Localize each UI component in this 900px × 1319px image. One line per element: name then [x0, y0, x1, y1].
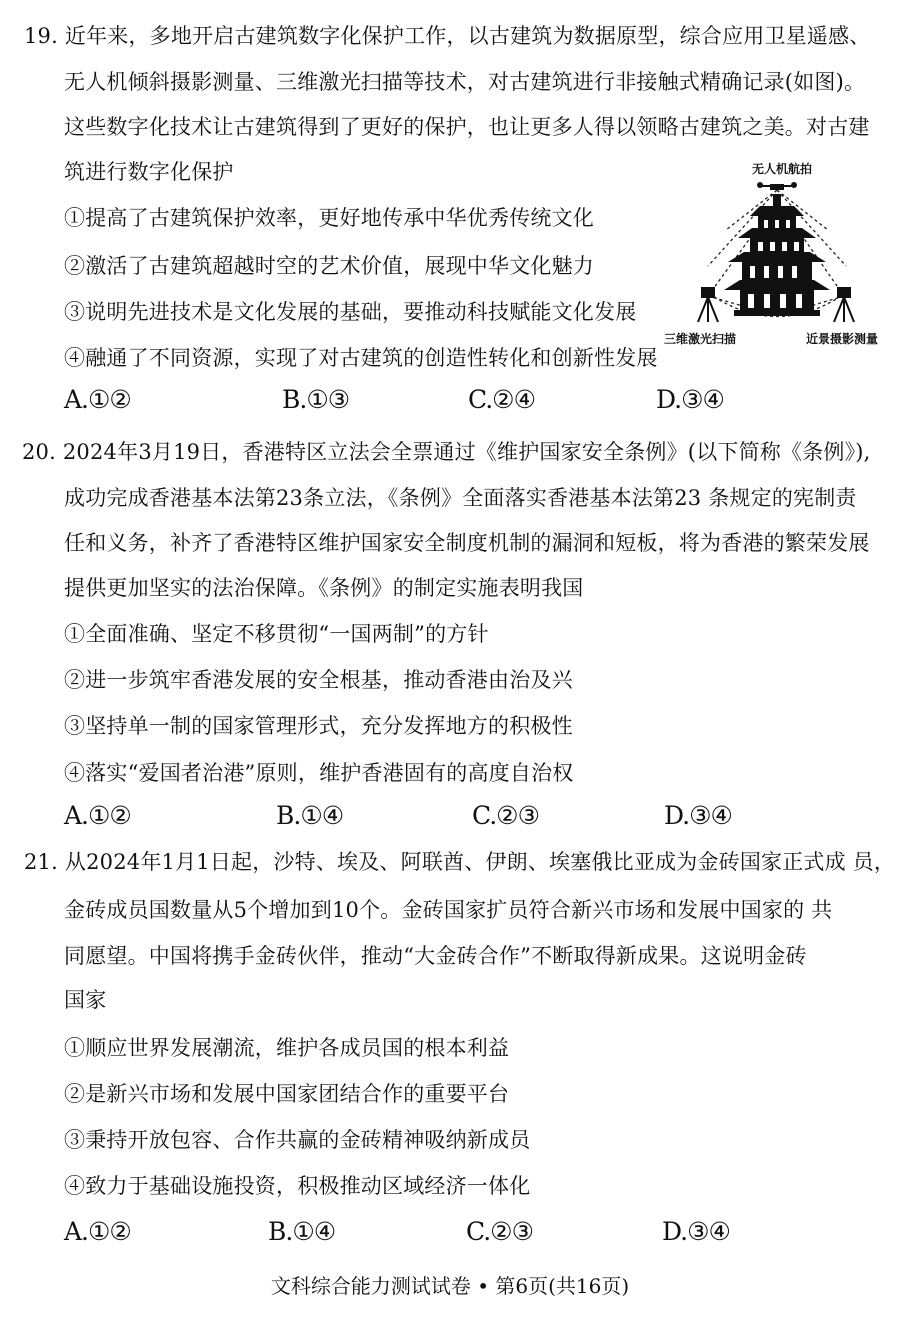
camera-tripod-icon — [834, 288, 854, 322]
q20-line-3: 任和义务，补齐了香港特区维护国家安全制度机制的漏洞和短板，将为香港的繁荣发展 — [64, 531, 870, 555]
q21-option-c: C.②③ — [466, 1217, 534, 1246]
q20-line-2: 成功完成香港基本法第23条立法，《条例》全面落实香港基本法第23 条规定的宪制责 — [64, 486, 857, 510]
drone-icon — [757, 182, 797, 190]
pagoda-survey-illustration — [664, 158, 890, 354]
q19-item-2: ②激活了古建筑超越时空的艺术价值，展现中华文化魅力 — [64, 254, 594, 278]
q21-option-b: B.①④ — [268, 1217, 336, 1246]
q19-line-4: 筑进行数字化保护 — [64, 160, 234, 184]
q19-item-1: ①提高了古建筑保护效率，更好地传承中华优秀传统文化 — [64, 206, 594, 230]
q20-item-4: ④落实“爱国者治港”原则，维护香港固有的高度自治权 — [64, 761, 574, 785]
q19-option-a: A.①② — [64, 385, 131, 414]
q19-option-b: B.①③ — [282, 385, 350, 414]
q20-option-a: A.①② — [64, 801, 131, 830]
q19-line-3: 这些数字化技术让古建筑得到了更好的保护，也让更多人得以领略古建筑之美。对古建 — [64, 115, 870, 139]
q19-option-c: C.②④ — [468, 385, 536, 414]
q19-line-1: 19. 近年来，多地开启古建筑数字化保护工作，以古建筑为数据原型，综合应用卫星遥感、 — [24, 24, 871, 48]
q21-line-2: 金砖成员国数量从5个增加到10个。金砖国家扩员符合新兴市场和发展中国家的 共 — [64, 898, 833, 922]
q21-item-2: ②是新兴市场和发展中国家团结合作的重要平台 — [64, 1082, 510, 1106]
q21-option-a: A.①② — [64, 1217, 131, 1246]
q20-item-1: ①全面准确、坚定不移贯彻“一国两制”的方针 — [64, 622, 489, 646]
figure-label-photogrammetry: 近景摄影测量 — [806, 332, 879, 346]
figure-label-laser-scan: 三维激光扫描 — [664, 332, 737, 346]
q20-item-2: ②进一步筑牢香港发展的安全根基，推动香港由治及兴 — [64, 668, 573, 692]
q21-item-3: ③秉持开放包容、合作共赢的金砖精神吸纳新成员 — [64, 1128, 531, 1152]
q19-option-d: D.③④ — [656, 385, 724, 414]
q21-line-3: 同愿望。中国将携手金砖伙伴，推动“大金砖合作”不断取得新成果。这说明金砖 — [64, 944, 807, 968]
q20-line-4: 提供更加坚实的法治保障。《条例》的制定实施表明我国 — [64, 576, 584, 600]
page-footer: 文科综合能力测试试卷 • 第6页(共16页) — [270, 1274, 630, 1298]
q21-item-4: ④致力于基础设施投资，积极推动区域经济一体化 — [64, 1174, 531, 1198]
figure-label-drone: 无人机航拍 — [752, 162, 813, 176]
q21-line-4: 国家 — [64, 988, 107, 1012]
q21-line-1: 21. 从2024年1月1日起，沙特、埃及、阿联酋、伊朗、埃塞俄比亚成为金砖国家正式成 员， — [24, 850, 896, 874]
q20-option-c: C.②③ — [472, 801, 540, 830]
q20-line-1: 20. 2024年3月19日，香港特区立法会全票通过《维护国家安全条例》(以下简称《条例》), — [22, 440, 871, 464]
q20-option-d: D.③④ — [664, 801, 732, 830]
q19-line-2: 无人机倾斜摄影测量、三维激光扫描等技术，对古建筑进行非接触式精确记录(如图)。 — [64, 70, 866, 94]
survey-figure — [664, 158, 890, 354]
q20-item-3: ③坚持单一制的国家管理形式，充分发挥地方的积极性 — [64, 714, 573, 738]
q19-item-3: ③说明先进技术是文化发展的基础，要推动科技赋能文化发展 — [64, 300, 637, 324]
laser-scanner-icon — [698, 288, 718, 322]
q20-option-b: B.①④ — [276, 801, 344, 830]
pagoda-icon — [724, 194, 830, 316]
q21-item-1: ①顺应世界发展潮流，维护各成员国的根本利益 — [64, 1036, 510, 1060]
q19-item-4: ④融通了不同资源，实现了对古建筑的创造性转化和创新性发展 — [64, 346, 658, 370]
q21-option-d: D.③④ — [662, 1217, 730, 1246]
